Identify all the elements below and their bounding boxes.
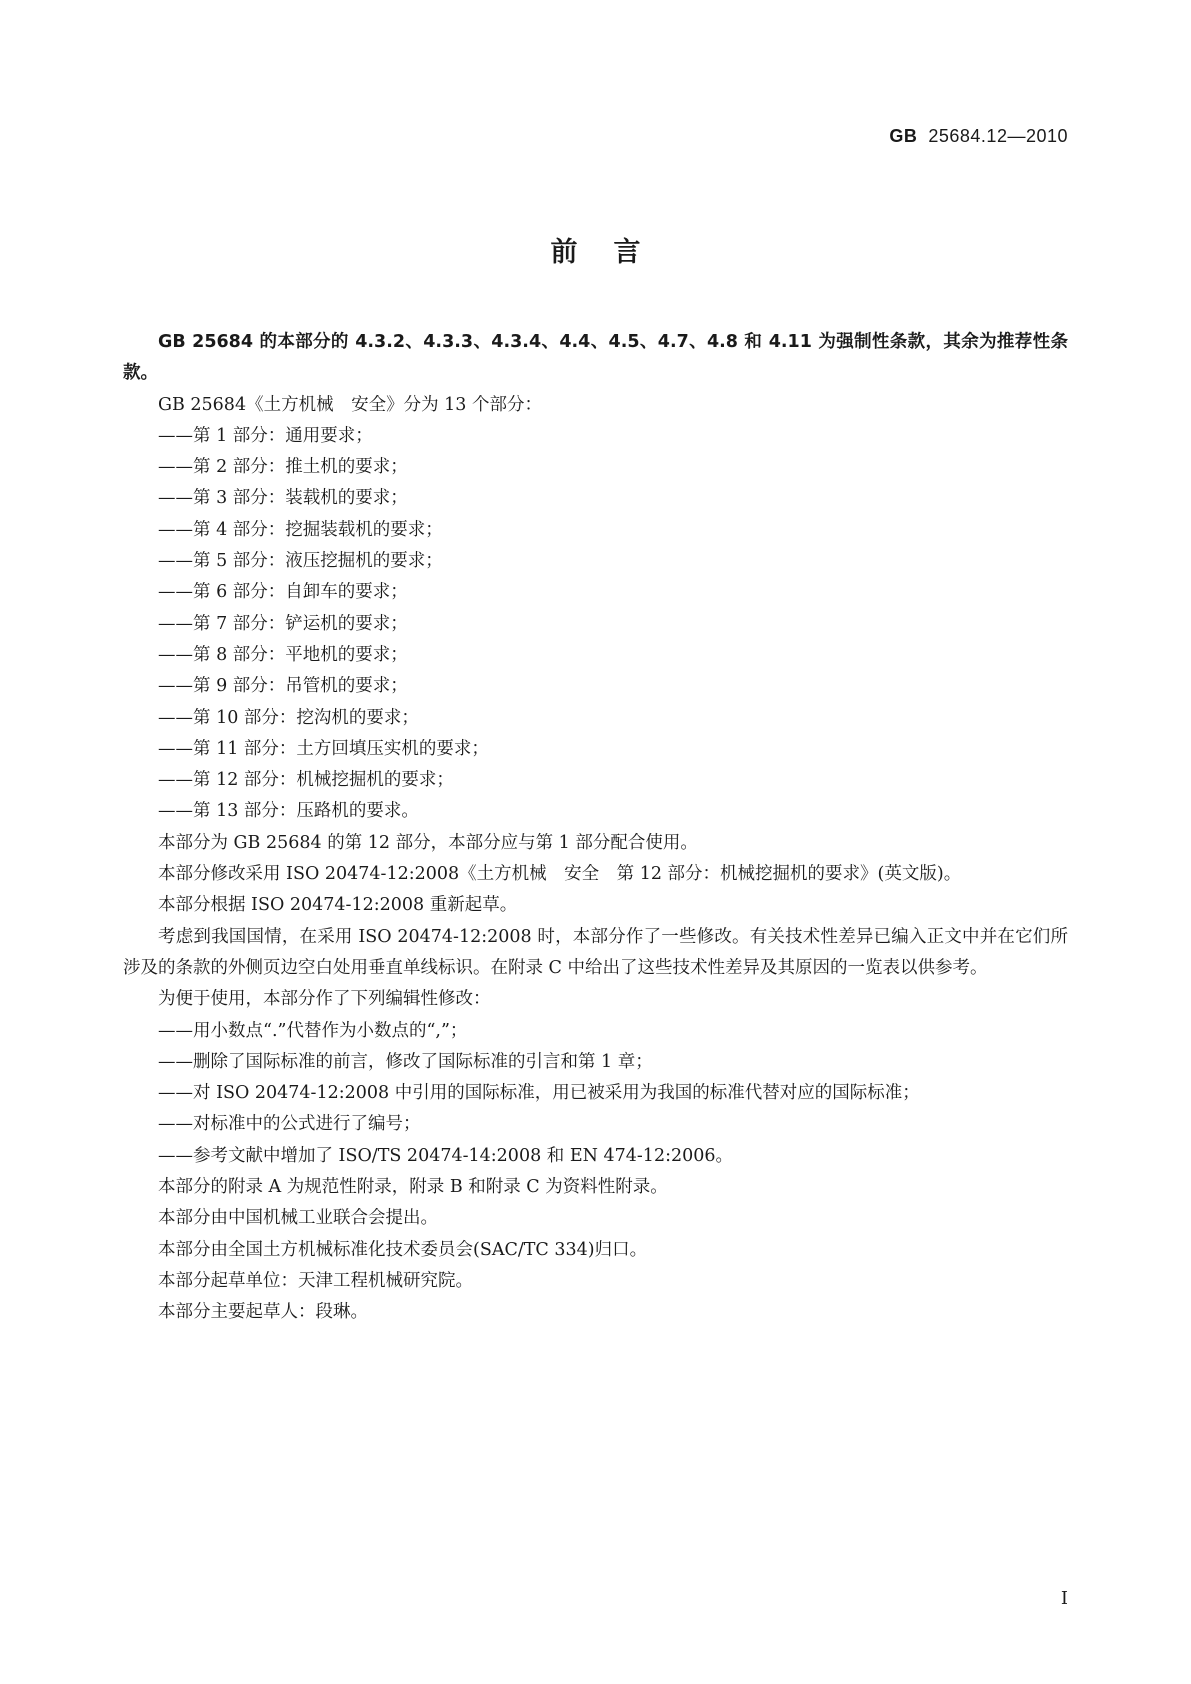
part12-paragraph: 本部分为 GB 25684 的第 12 部分，本部分应与第 1 部分配合使用。 [158, 832, 698, 853]
parts-intro: GB 25684《土方机械 安全》分为 13 个部分： [158, 394, 542, 415]
drafting-unit-paragraph: 本部分起草单位：天津工程机械研究院。 [158, 1270, 473, 1291]
editorial-change-item: ——对标准中的公式进行了编号； [158, 1114, 421, 1135]
parts-list [123, 421, 1068, 828]
parts-list-item: ——第 2 部分：推土机的要求； [158, 457, 408, 478]
drafter-paragraph: 本部分主要起草人：段琳。 [158, 1302, 368, 1323]
committee-paragraph: 本部分由全国土方机械标准化技术委员会(SAC/TC 334)归口。 [158, 1239, 648, 1260]
standard-code [889, 126, 1068, 147]
editorial-change-item: ——参考文献中增加了 ISO/TS 20474-14:2008 和 EN 474-12:2006。 [158, 1145, 734, 1166]
parts-list-item: ——第 5 部分：液压挖掘机的要求； [158, 551, 443, 572]
parts-list-item: ——第 1 部分：通用要求； [158, 425, 373, 446]
parts-list-item: ——第 12 部分：机械挖掘机的要求； [158, 770, 454, 791]
technical-differences-paragraph: 考虑到我国国情，在采用 ISO 20474-12:2008 时，本部分作了一些修改。有关技术性差异已编入正文中并在它们所涉及的条款的外侧页边空白处用垂直单线标识。在附录 C 中给出了这些技术性差异及其原因的一览表以供参考。 [123, 926, 1068, 978]
page-title: 前言 [550, 237, 677, 268]
parts-list-item: ——第 7 部分：铲运机的要求； [158, 613, 408, 634]
parts-list-item: ——第 9 部分：吊管机的要求； [158, 676, 408, 697]
standard-prefix: GB [889, 126, 918, 146]
parts-list-item: ——第 4 部分：挖掘装载机的要求； [158, 519, 443, 540]
modified-adoption-paragraph: 本部分修改采用 ISO 20474-12:2008《土方机械 安全 第 12 部分：机械挖掘机的要求》(英文版)。 [158, 864, 962, 885]
editorial-change-item: ——对 ISO 20474-12:2008 中引用的国际标准，用已被采用为我国的标准代替对应的国际标准； [158, 1083, 920, 1104]
redrafted-paragraph: 本部分根据 ISO 20474-12:2008 重新起草。 [158, 895, 518, 916]
editorial-changes-intro: 为便于使用，本部分作了下列编辑性修改： [158, 989, 491, 1010]
mandatory-clauses-paragraph: GB 25684 的本部分的 4.3.2、4.3.3、4.3.4、4.4、4.5、4.7、4.8 和 4.11 为强制性条款，其余为推荐性条款。 [123, 332, 1068, 384]
standard-number: 25684.12—2010 [928, 126, 1068, 146]
parts-list-item: ——第 13 部分：压路机的要求。 [158, 801, 419, 822]
editorial-change-item: ——删除了国际标准的前言，修改了国际标准的引言和第 1 章； [158, 1051, 653, 1072]
parts-list-item: ——第 11 部分：土方回填压实机的要求； [158, 738, 489, 759]
parts-list-item: ——第 6 部分：自卸车的要求； [158, 582, 408, 603]
page-number: I [1060, 1588, 1068, 1609]
parts-list-item: ——第 3 部分：装载机的要求； [158, 488, 408, 509]
parts-list-item: ——第 10 部分：挖沟机的要求； [158, 707, 419, 728]
editorial-change-item: ——用小数点“.”代替作为小数点的“,”； [158, 1020, 468, 1041]
parts-list-item: ——第 8 部分：平地机的要求； [158, 644, 408, 665]
editorial-changes-list [123, 1016, 1068, 1172]
annex-paragraph: 本部分的附录 A 为规范性附录，附录 B 和附录 C 为资料性附录。 [158, 1177, 668, 1198]
proposed-by-paragraph: 本部分由中国机械工业联合会提出。 [158, 1208, 438, 1229]
foreword-body [123, 327, 1068, 1329]
